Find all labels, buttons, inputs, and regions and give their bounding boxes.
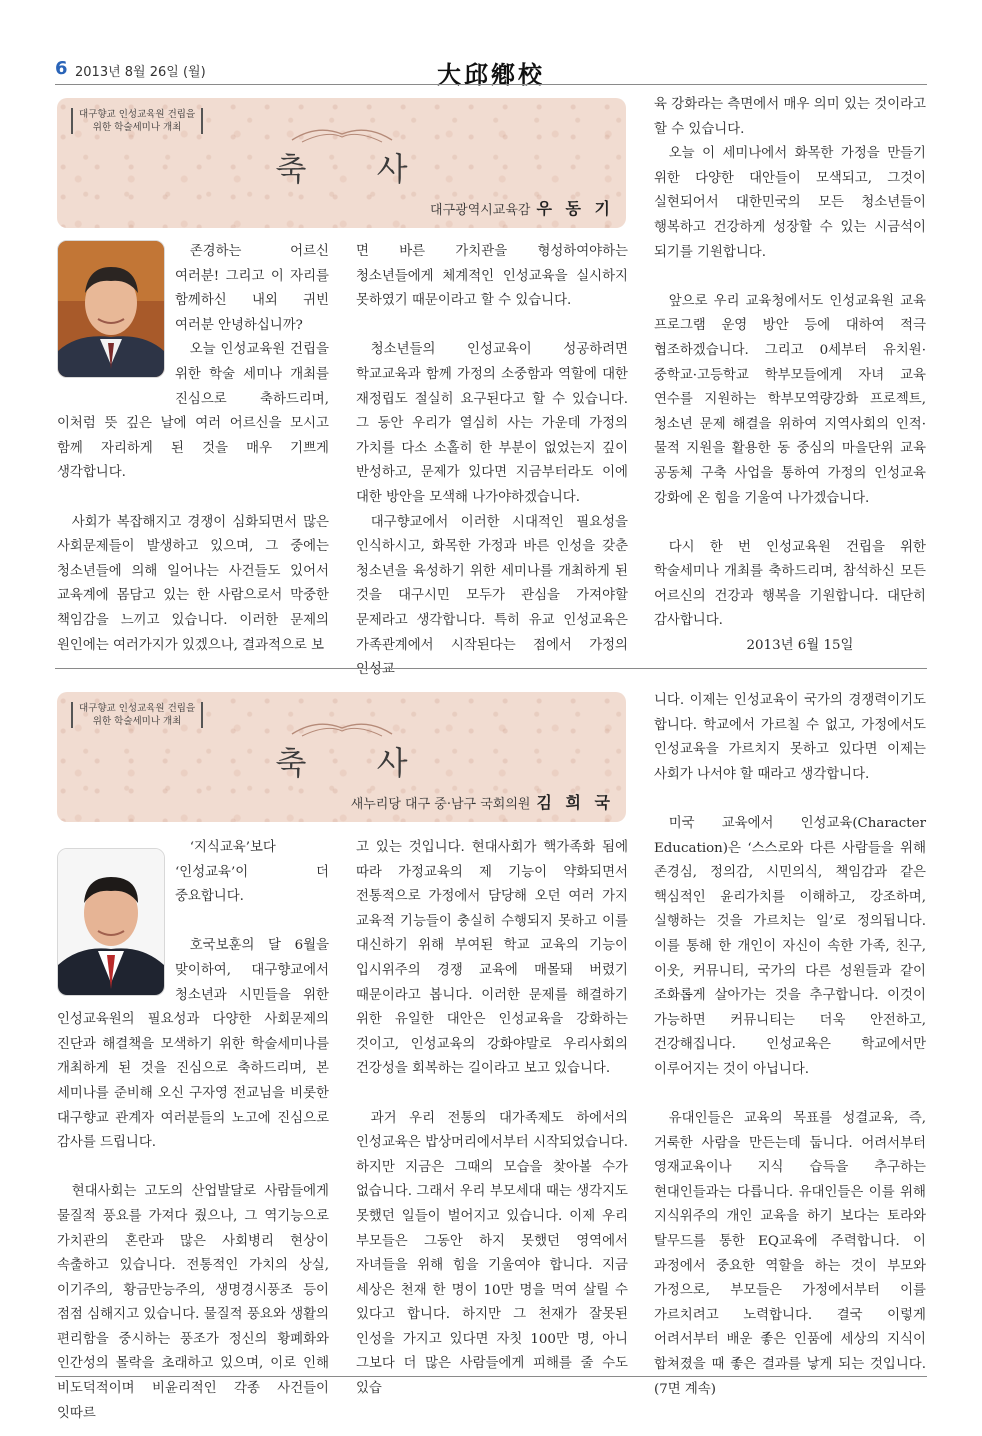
- byline-role: 대구광역시교육감: [430, 203, 531, 218]
- paragraph: 과거 우리 전통의 대가족제도 하에서의 인성교육은 밥상머리에서부터 시작되었습니다. 하지만 지금은 그때의 모습을 찾아볼 수가 없습니다. 그래서 우리 부모세대 때는 생각지도 못했던 일들이 벌어지고 있습니다. 이제 우리 부모들은 그동안 하지 못했던 영역에서 자녀들을 위해 힘을 기울여야 합니다. 지금 세상은 천재 한 명이 10만 명을 먹여 살릴 수 있다고 합니다. 하지만 그 천재가 잘못된 인성을 가지고 있다면 자칫 100만 명, 아니 그보다 더 많은 사람들에게 피해를 줄 수도 있습: [356, 1110, 628, 1397]
- paragraph: 니다. 이제는 인성교육이 국가의 경쟁력이기도 합니다. 학교에서 가르칠 수 없고, 가정에서도 인성교육을 가르치지 못하고 있다면 이제는 사회가 나서야 할 때라고 생각합니다.: [654, 693, 926, 782]
- paragraph: 육 강화라는 측면에서 매우 의미 있는 것이라고 할 수 있습니다.: [654, 97, 926, 137]
- tag-line: 대구향교 인성교육원 건립을: [79, 109, 196, 120]
- paragraph: 유대인들은 교육의 목표를 성결교육, 즉, 거룩한 사람을 만든는데 둡니다. 어려서부터 영재교육이나 지식 습득을 추구하는 현대인들과는 다릅니다. 유대인들은 이를 위해 지식위주의 개인 교육을 하기 보다는 토라와 탈무드를 통한 EQ교육에 주력합니다. 이 과정에서 중요한 역할을 하는 것이 부모와 가정으로, 부모들은 가정에서부터 이를 가르치려고 노력합니다. 결국 이렇게 어려서부터 배운 좋은 인품에 세상의 지식이 합쳐졌을 때 좋은 결과를 낳게 되는 것입니다. (7면 계속): [654, 1111, 926, 1397]
- article2-tag: [71, 702, 203, 728]
- footer-rule: [55, 1376, 927, 1377]
- tag-line: 위한 학술세미나 개최: [92, 716, 182, 727]
- article2-col3: [654, 689, 926, 1402]
- article1-col2: [356, 240, 628, 683]
- article2-col2: [356, 836, 628, 1402]
- paragraph: 사회가 복잡해지고 경쟁이 심화되면서 많은 사회문제들이 발생하고 있으며, 그 중에는 청소년들에 의해 일어나는 사건들도 있어서 교육계에 몸담고 있는 한 사람으로서 막중한 책임감을 느끼고 있습니다. 이러한 문제의 원인에는 여러가지가 있겠으나, 결과적으로 보: [57, 514, 329, 653]
- paragraph: 오늘 인성교육원 건립을 위한 학술 세미나 개최를 진심으로 축하드리며, 이처럼 뜻 깊은 날에 여러 어르신을 모시고 함께 자리하게 된 것을 매우 기쁘게 생각합니다.: [57, 342, 329, 481]
- article1-date: 2013년 6월 15일: [746, 638, 854, 654]
- byline-name: 우 동 기: [536, 199, 614, 218]
- swirl-ornament-icon: [287, 716, 397, 738]
- article1-tag: [71, 108, 203, 134]
- paragraph: 고 있는 것입니다. 현대사회가 핵가족화 됨에 따라 가정교육의 제 기능이 약화되면서 전통적으로 가정에서 담당해 오던 여러 가지 교육적 기능들이 충실히 수행되지 못하고 이를 대신하기 위해 부여된 학교 교육의 기능이 입시위주의 경쟁 교육에 매몰돼 버렸기 때문이라고 봅니다. 이러한 문제를 해결하기 위한 유일한 대안은 인성교육을 강화하는 것이고, 인성교육의 강화야말로 우리사회의 건강성을 회복하는 길이라고 보고 있습니다.: [356, 840, 628, 1077]
- paragraph: 오늘 이 세미나에서 화목한 가정을 만들기 위한 다양한 대안들이 모색되고, 그것이 실현되어서 대한민국의 모든 청소년들이 행복하고 건강하게 성장할 수 있는 시금석이 되기를 기원합니다.: [654, 146, 926, 260]
- article1-col1: [57, 240, 329, 658]
- tag-line: 대구향교 인성교육원 건립을: [79, 703, 196, 714]
- article1-banner: [57, 98, 626, 228]
- paragraph: 면 바른 가치관을 형성하여야하는 청소년들에게 체계적인 인성교육을 실시하지 못하였기 때문이라고 할 수 있습니다.: [356, 244, 628, 309]
- article2-banner: [57, 692, 626, 822]
- header-rule: [55, 84, 927, 85]
- issue-date: 2013년 8월 26일 (월): [75, 65, 206, 80]
- portrait-photo-icon: [57, 848, 165, 996]
- article1-col3: [654, 93, 926, 659]
- paragraph: 호국보훈의 달 6월을 맞이하여, 대구향교에서 청소년과 시민들을 위한 인성교육원의 필요성과 다양한 사회문제의 진단과 해결책을 모색하기 위한 학술세미나를 개최하게 된 것을 진심으로 축하드리며, 본 세미나를 준비해 오신 구자영 전교님을 비롯한 대구향교 관계자 여러분들의 노고에 진심으로 감사를 드립니다.: [57, 938, 329, 1151]
- masthead: 大邱鄕校: [437, 60, 545, 89]
- paragraph: 앞으로 우리 교육청에서도 인성교육원 교육 프로그램 운영 방안 등에 대하여 적극 협조하겠습니다. 그리고 0세부터 유치원·중학교·고등학교 학부모들에게 자녀 교육 연수를 지원하는 학부모역량강화 프로젝트, 청소년 문제 해결을 위하여 지역사회의 인적·물적 지원을 활용한 동 중심의 마을단위 교육 공동체 구축 사업을 통하여 가정의 인성교육 강화에 온 힘을 기울여 나가겠습니다.: [654, 293, 926, 506]
- portrait-photo-icon: [57, 240, 165, 378]
- byline-role: 새누리당 대구 중·남구 국회의원: [350, 797, 531, 812]
- paragraph: 현대사회는 고도의 산업발달로 사람들에게 물질적 풍요를 가져다 줬으나, 그 역기능으로 가치관의 혼란과 많은 사회병리 현상이 속출하고 있습니다. 전통적인 가치의 상실, 이기주의, 황금만능주의, 생명경시풍조 등이 점점 심해지고 있습니다. 물질적 풍요와 생활의 편리함을 중시하는 풍조가 정신의 황폐화와 인간성의 몰락을 초래하고 있으며, 이로 인해 비도덕적이며 비윤리적인 각종 사건들이 잇따르: [57, 1184, 329, 1421]
- article2-col1: [57, 836, 329, 1426]
- swirl-ornament-icon: [287, 122, 397, 144]
- paragraph: 대구향교에서 이러한 시대적인 필요성을 인식하시고, 화목한 가정과 바른 인성을 갖춘 청소년을 육성하기 위한 세미나를 개최하게 된 것을 대구시민 모두가 관심을 가져야할 문제라고 생각합니다. 특히 유교 인성교육은 가족관계에서 시작된다는 점에서 가정의 인성교: [356, 514, 628, 678]
- photo-float: [57, 836, 175, 1004]
- byline-name: 김 희 국: [536, 793, 614, 812]
- tag-line: 위한 학술세미나 개최: [92, 122, 182, 133]
- paragraph: 미국 교육에서 인성교육(Character Education)은 ‘스스로와 다른 사람들을 위해 존경심, 정의감, 시민의식, 책임감과 같은 핵심적인 윤리가치를 이해하고, 강조하며, 실행하는 것을 가르치는 일’로 정의됩니다. 이를 통해 한 개인이 자신이 속한 가족, 친구, 이웃, 커뮤니티, 국가의 다른 성원들과 같이 조화롭게 살아가는 것을 추구합니다. 이것이 가능하면 커뮤니티는 더욱 안전하고, 건강해집니다. 인성교육은 학교에서만 이루어지는 것이 아닙니다.: [654, 815, 926, 1077]
- paragraph: 청소년들의 인성교육이 성공하려면 학교교육과 함께 가정의 소중함과 역할에 대한 재정립도 절실히 요구된다고 할 수 있습니다. 그 동안 우리가 열심히 사는 가운데 가정의 가치를 다소 소홀히 한 부분이 없었는지 깊이 반성하고, 문제가 있다면 지금부터라도 이에 대한 방안을 모색해 나가야하겠습니다.: [356, 342, 628, 505]
- paragraph: 다시 한 번 인성교육원 건립을 위한 학술세미나 개최를 축하드리며, 참석하신 모든 어르신의 건강과 행복을 기원합니다. 대단히 감사합니다.: [654, 539, 926, 629]
- photo-float: [57, 240, 175, 390]
- article2-byline: [351, 790, 614, 813]
- paragraph: ‘지식교육’보다 ‘인성교육’이 더 중요합니다.: [175, 840, 329, 905]
- section-divider: [55, 668, 927, 669]
- article1-title: 축 사: [275, 150, 438, 188]
- page-number: 6: [55, 58, 68, 79]
- article2-title: 축 사: [275, 744, 438, 782]
- paragraph: 존경하는 어르신 여러분! 그리고 이 자리를 함께하신 내외 귀빈 여러분 안녕하십니까?: [175, 244, 329, 333]
- article1-byline: [430, 196, 614, 219]
- page-header: [55, 55, 927, 89]
